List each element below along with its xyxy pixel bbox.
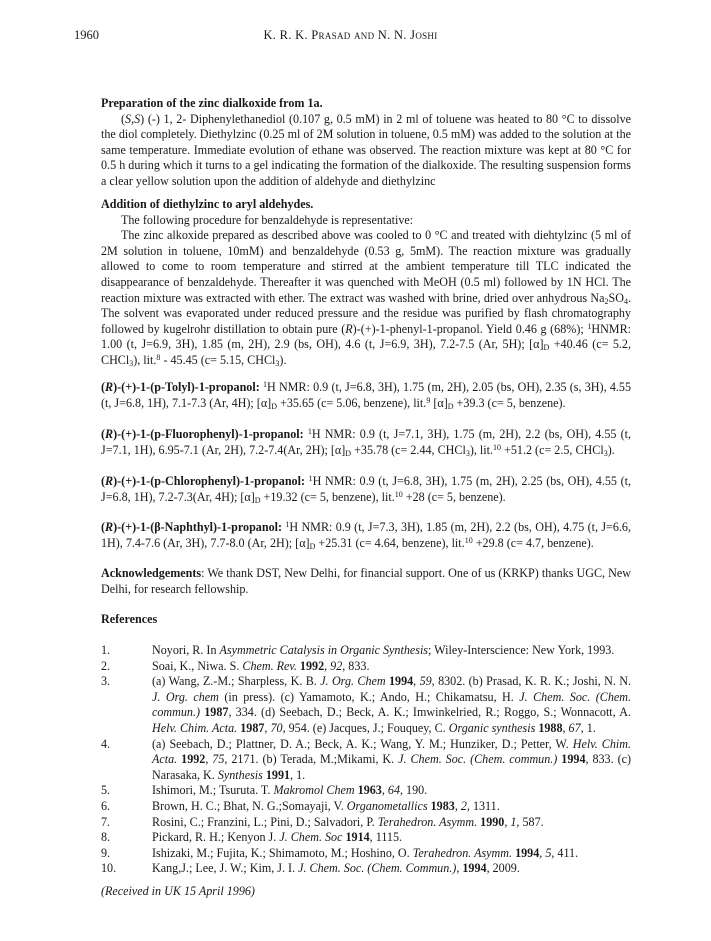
compound-name: (R)-(+)-1-(p-Tolyl)-1-propanol:: [101, 380, 260, 394]
running-header: [74, 28, 627, 44]
reference-item: [101, 815, 631, 831]
reference-text: Pickard, R. H.; Kenyon J. J. Chem. Soc 1914, 1115.: [152, 830, 403, 845]
section-dialkoxide: [101, 96, 631, 190]
compound-tolyl: [101, 380, 631, 411]
reference-number: 7.: [101, 814, 111, 829]
references-heading: References: [101, 612, 158, 626]
reference-number: 1.: [101, 643, 111, 657]
acknowledgements-label: Acknowledgements: [101, 566, 202, 580]
compound-data: $^1$H NMR: 0.9 (t, J=6.8, 3H), 1.75 (m, 2H), 2.25 (bs, OH), 4.55 (t, J=6.8, 1H), 7.2-7.3(Ar, 4H); $[\alpha]_D +19.32$ (c= 5, benzene), lit.$^{10}$ +28 (c= 5, benzene).: [101, 474, 631, 505]
reference-item: [101, 659, 631, 675]
reference-text: Soai, K., Niwa. S. Chem. Rev. 1992, 92, 833.: [152, 658, 370, 673]
reference-item: [101, 643, 631, 659]
compound-fluorophenyl: [101, 427, 631, 458]
acknowledgements: [101, 566, 631, 597]
compound-data: $^1$H NMR: 0.9 (t, J=6.8, 3H), 1.75 (m, 2H), 2.05 (bs, OH), 2.35 (s, 3H), 4.55 (t, J=6.8, 1H), 7.1-7.3 (Ar, 4H); $[\alpha]_D +35.65$ (c= 5.06, benzene), lit.$^9$ $[\alpha]_D +39.3$ (c= 5, benzene).: [101, 380, 631, 411]
received-date: (Received in UK 15 April 1996): [101, 884, 255, 898]
reference-item: [101, 799, 631, 815]
reference-item: [101, 674, 631, 736]
reference-text: Ishizaki, M.; Fujita, K.; Shimamoto, M.; Hoshino, O. Terahedron. Asymm. 1994, 5, 411.: [152, 845, 579, 860]
reference-number: 3.: [101, 674, 111, 689]
reference-text: Ishimori, M.; Tsuruta. T. Makromol Chem 1963, 64, 190.: [152, 783, 428, 798]
compound-data: $^1$H NMR: 0.9 (t, J=7.1, 3H), 1.75 (m, 2H), 2.2 (bs, OH), 4.55 (t, J=7.1, 1H), 6.95-7.1 (Ar, 2H), 7.2-7.4(Ar, 2H); $[\alpha]_D +35.78$ (c= 2.44, CHCl$_3$), lit.$^{10}$ +51.2 (c= 2.5, CHCl$_3$).: [101, 427, 631, 458]
reference-text: Kang,J.; Lee, J. W.; Kim, J. I. J. Chem. Soc. (Chem. Commun.), 1994, 2009.: [152, 861, 520, 876]
reference-number: 8.: [101, 830, 111, 845]
compound-data: $^1$H NMR: 0.9 (t, J=7.3, 3H), 1.85 (m, 2H), 2.2 (bs, OH), 4.75 (t, J=6.6, 1H), 7.4-7.6 (Ar, 3H), 7.7-8.0 (Ar, 2H); $[\alpha]_D +25.31$ (c= 4.64, benzene), lit.$^{10}$ +29.8 (c= 4.7, benzene).: [101, 520, 632, 551]
reference-text: (a) Seebach, D.; Plattner, D. A.; Beck, A. K.; Wang, Y. M.; Hunziker, D.; Petter, W. Helv. Chim. Acta. 1992, 75, 2171. (b) Terada, M.;Mikami, K. J. Chem. Soc. (Chem. commun.) 1994, 833. (c) Narasaka, K. Synthesis 1991, 1.: [152, 736, 631, 782]
acknowledgements-text: : We thank DST, New Delhi, for financial support. One of us (KRKP) thanks UGC, New Delhi, for research fellowship.: [101, 566, 631, 596]
section-paragraph: The zinc alkoxide prepared as described above was cooled to 0 °C and treated with diehtylzinc (5 ml of 2M solution in toluene, 10mM) and benzaldehyde (0.53 g, 5mM). The reaction mixture was gradually allowed to come to room temperature and stirred at the ambient temperature till TLC indicated the disappearance of benzaldehyde. Thereafter it was quenched with MeOH (0.5 ml) followed by 1N HCl. The reaction mixture was extracted with ether. The extract was washed with brine, dried over anhydrous $Na_2SO_4$. The solvent was evaporated under reduced pressure and the residue was purified by flash chromatography followed by kugelrohr distillation to obtain pure (R)-(+)-1-phenyl-1-propanol. Yield 0.46 g (68%); $^1$HNMR: 1.00 (t, J=6.9, 3H), 1.85 (m, 2H), 2.9 (bs, OH), 4.6 (t, J=6.9, 3H), 7.2-7.5 (Ar, 5H); $[\alpha]_D +40.46$ (c= 5.2, CHCl$_3$), lit.$^8$ - 45.45 (c= 5.15, CHCl$_3$).: [101, 228, 631, 368]
reference-item: [101, 830, 631, 846]
references-list: [101, 643, 631, 877]
section-intro: The following procedure for benzaldehyde is representative:: [121, 212, 414, 227]
reference-number: 6.: [101, 798, 111, 813]
reference-number: 9.: [101, 845, 111, 860]
reference-number: 4.: [101, 736, 111, 751]
reference-number: 10.: [101, 861, 117, 876]
section-heading: Addition of diethylzinc to aryl aldehydes.: [101, 197, 314, 211]
reference-number: 2.: [101, 658, 111, 673]
reference-item: [101, 737, 631, 784]
compound-name: (R)-(+)-1-(p-Chlorophenyl)-1-propanol:: [101, 474, 305, 488]
section-addition: [101, 197, 631, 369]
reference-text: Rosini, C.; Franzini, L.; Pini, D.; Salvadori, P. Terahedron. Asymm. 1990, 1, 587.: [152, 814, 544, 829]
received-line: [101, 884, 631, 900]
section-paragraph: (S,S) (-) 1, 2- Diphenylethanediol (0.107 g, 0.5 mM) in 2 ml of toluene was heated to 80 °C to dissolve the diol completely. Diethylzinc (0.25 ml of 2M solution in toluene, 0.5 mM) was added to the solution at the same temperature. Immediate evolution of ethane was observed. The reaction mixture was kept at 80 °C for 0.5 h during which it turns to a gel indicating the formation of the dialkoxide. The resulting suspension forms a clear yellow solution upon the addition of aldehyde and diethylzinc: [101, 111, 631, 188]
compound-name: (R)-(+)-1-(β-Naphthyl)-1-propanol:: [101, 520, 283, 534]
compound-name: (R)-(+)-1-(p-Fluorophenyl)-1-propanol:: [101, 427, 304, 441]
page-number: 1960: [74, 28, 99, 42]
compound-chlorophenyl: [101, 474, 631, 505]
section-heading: Preparation of the zinc dialkoxide from 1a.: [101, 96, 323, 110]
reference-item: [101, 783, 631, 799]
reference-text: (a) Wang, Z.-M.; Sharpless, K. B. J. Org. Chem 1994, 59, 8302. (b) Prasad, K. R. K.; Joshi, N. N. J. Org. chem (in press). (c) Yamamoto, K.; Ando, H.; Chikamatsu, H. J. Chem. Soc. (Chem. commun.) 1987, 334. (d) Seebach, D.; Beck, A. K.; Imwinkelried, R.; Roggo, S.; Wonnacott, A. Helv. Chim. Acta. 1987, 70, 954. (e) Jacques, J.; Fouquey, C. Organic synthesis 1988, 67, 1.: [152, 674, 632, 735]
reference-text: Brown, H. C.; Bhat, N. G.;Somayaji, V. Organometallics 1983, 2, 1311.: [152, 798, 500, 813]
compound-naphthyl: [101, 520, 631, 551]
reference-text: Noyori, R. In Asymmetric Catalysis in Organic Synthesis; Wiley-Interscience: New York, 1993.: [152, 643, 615, 657]
reference-item: [101, 846, 631, 862]
reference-item: [101, 861, 631, 877]
references-heading-block: [101, 612, 631, 628]
reference-number: 5.: [101, 783, 111, 798]
running-title: K. R. K. Prasad and N. N. Joshi: [263, 28, 438, 42]
